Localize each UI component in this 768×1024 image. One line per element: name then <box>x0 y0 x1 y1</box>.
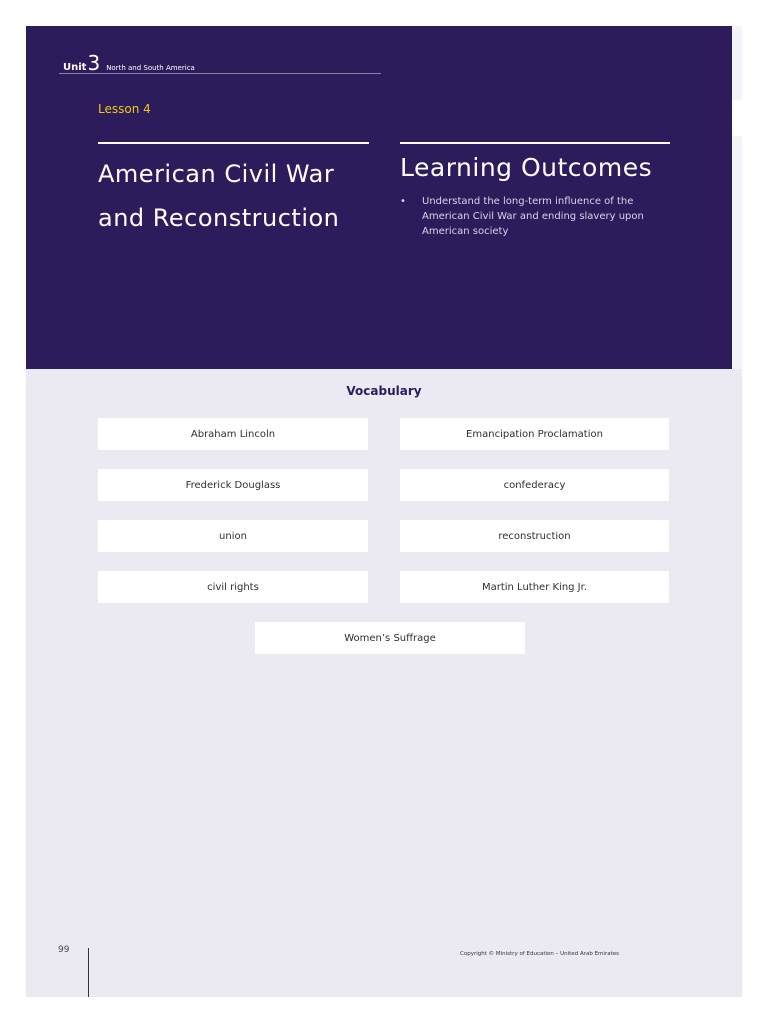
unit-number: 3 <box>87 51 101 75</box>
unit-title: North and South America <box>106 64 195 72</box>
page-edge-strip <box>732 26 742 369</box>
header-band <box>26 26 732 369</box>
copyright-notice: Copyright © Ministry of Education – United Arab Emirates <box>460 951 619 957</box>
unit-divider <box>59 73 381 74</box>
vocabulary-term: Women’s Suffrage <box>255 622 525 654</box>
vocabulary-term: union <box>98 520 368 552</box>
title-rule <box>98 142 369 144</box>
lesson-title: American Civil War and Reconstruction <box>98 160 340 232</box>
page-number: 99 <box>58 945 70 955</box>
lesson-label: Lesson 4 <box>98 102 151 116</box>
vocabulary-term: reconstruction <box>400 520 669 552</box>
vocabulary-term: Frederick Douglass <box>98 469 368 501</box>
unit-indicator <box>63 53 195 73</box>
outcomes-rule <box>400 142 670 144</box>
vocabulary-term: Abraham Lincoln <box>98 418 368 450</box>
vocabulary-term: Emancipation Proclamation <box>400 418 669 450</box>
footer-divider <box>88 948 89 997</box>
vocabulary-term: confederacy <box>400 469 669 501</box>
lesson-title-block <box>98 142 369 240</box>
vocabulary-term: Martin Luther King Jr. <box>400 571 669 603</box>
unit-label: Unit <box>63 62 87 73</box>
learning-outcomes-block <box>400 142 670 239</box>
learning-outcome-item <box>400 194 670 239</box>
vocabulary-term: civil rights <box>98 571 368 603</box>
learning-outcome-text: Understand the long-term influence of the American Civil War and ending slavery upon American society <box>422 196 644 237</box>
page-edge-gap <box>732 100 742 136</box>
textbook-page <box>26 26 742 997</box>
vocabulary-heading: Vocabulary <box>346 384 422 398</box>
learning-outcomes-heading: Learning Outcomes <box>400 153 653 182</box>
bullet-icon: • <box>400 196 406 207</box>
